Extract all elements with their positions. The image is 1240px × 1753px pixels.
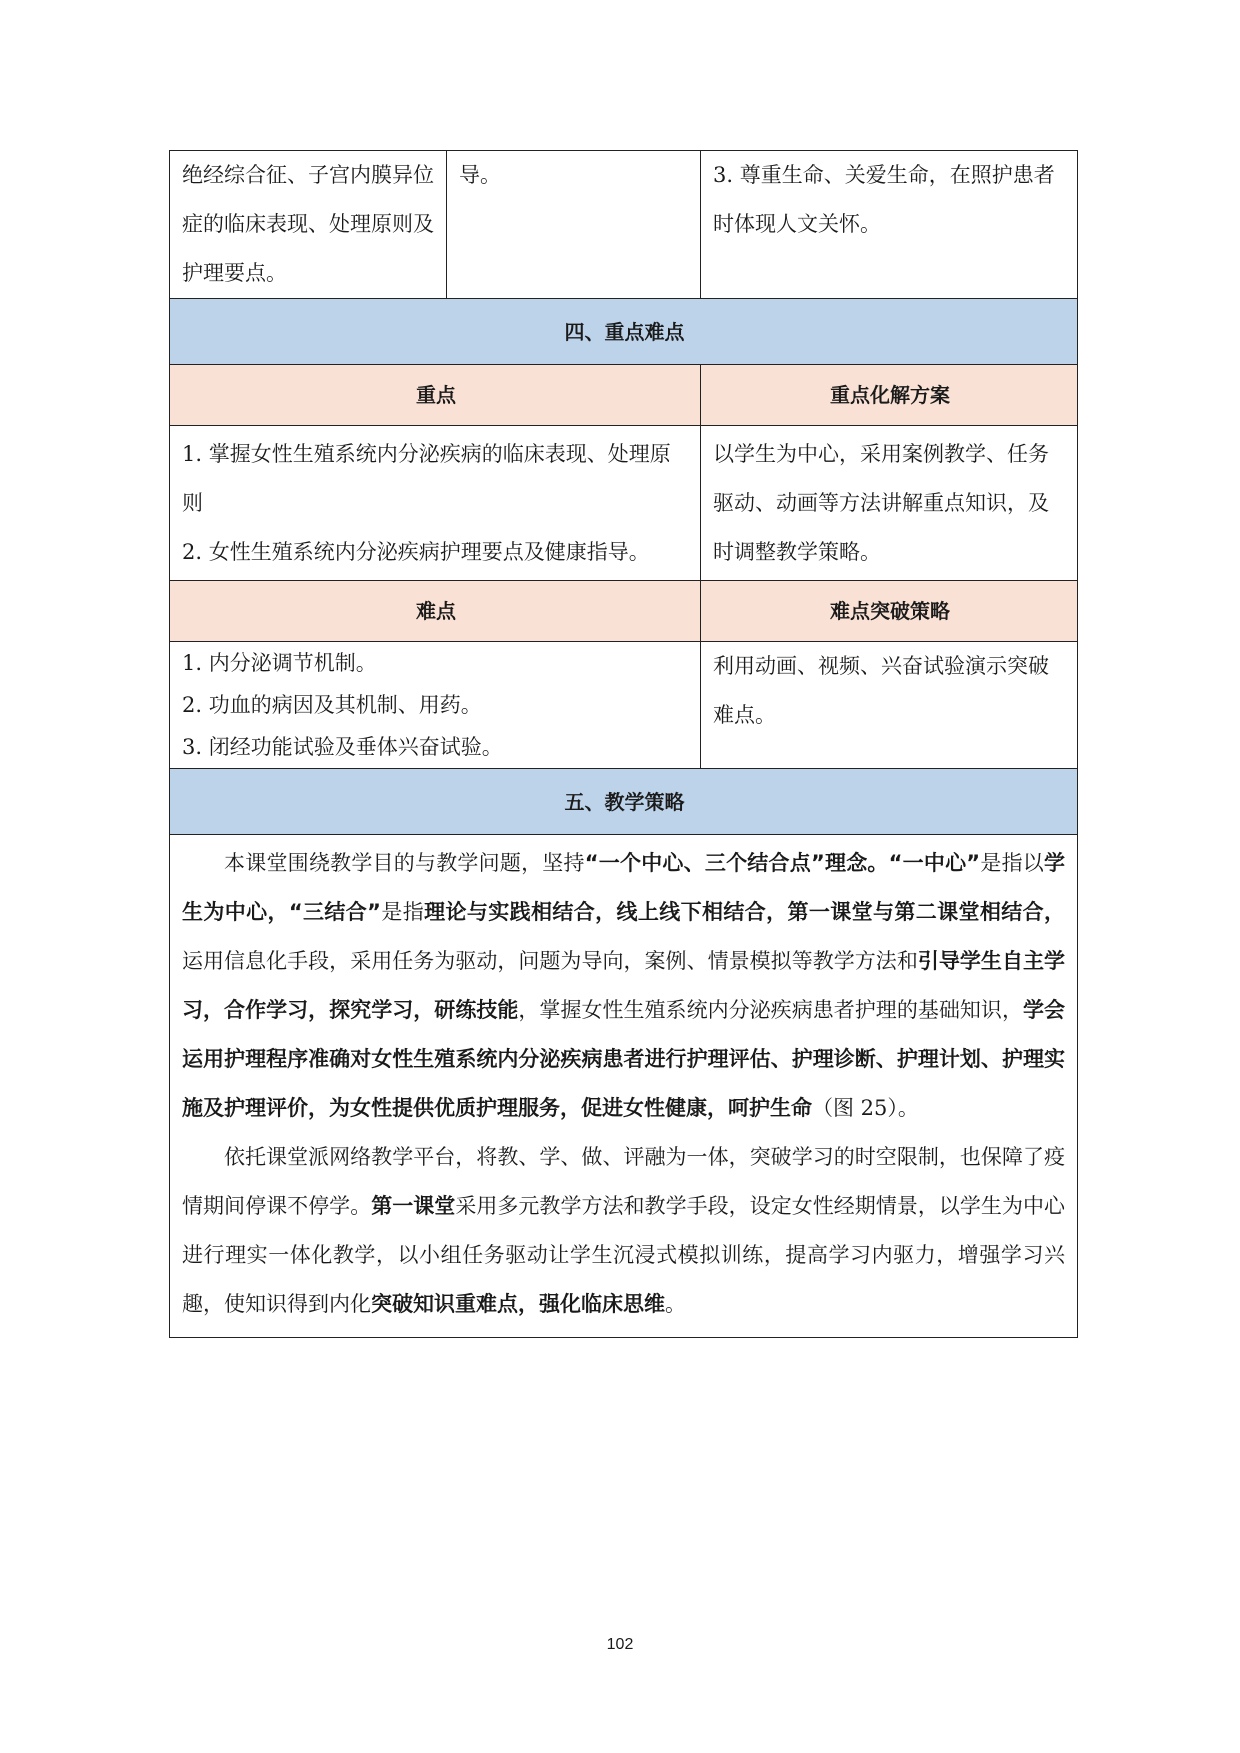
- difficult-strategy-header: 难点突破策略: [701, 581, 1078, 642]
- difficult-points-cell: [170, 642, 701, 769]
- key-points-header-row: [170, 365, 1078, 426]
- body-text: 是指以: [980, 851, 1045, 875]
- key-point-item: 1. 掌握女性生殖系统内分泌疾病的临床表现、处理原则: [182, 442, 671, 515]
- difficult-point-item: 3. 闭经功能试验及垂体兴奋试验。: [182, 735, 503, 759]
- key-points-row: [170, 426, 1078, 581]
- difficult-points-header-row: [170, 581, 1078, 642]
- body-text: 。: [665, 1292, 686, 1316]
- knowledge-objective-cell: 绝经综合征、子宫内膜异位症的临床表现、处理原则及护理要点。: [170, 151, 447, 299]
- body-text: 是指: [380, 900, 425, 924]
- emphasis-text: 突破知识重难点，强化临床思维: [371, 1292, 665, 1316]
- body-text: 采用多元教学方法和教学手段，设定女性经期情景，以学生为中心进行理实一体化教学，以小组任务驱动让学生沉浸式模拟训练，提高学习内驱力，增强学习兴趣，使知识得到内化: [182, 1194, 1066, 1316]
- difficult-points-header: 难点: [170, 581, 701, 642]
- key-solution-header: 重点化解方案: [701, 365, 1078, 426]
- strategy-paragraph-1: [182, 839, 1065, 1133]
- key-solution-cell: 以学生为中心，采用案例教学、任务驱动、动画等方法讲解重点知识，及时调整教学策略。: [701, 426, 1078, 581]
- difficult-points-row: [170, 642, 1078, 769]
- teaching-strategy-cell: [170, 835, 1078, 1338]
- objectives-continued-row: [170, 151, 1078, 299]
- emphasis-text: 学会运用护理程序准确对女性生殖系统内分泌疾病患者进行护理评估、护理诊断、护理计划、护理实施及护理评价，为女性提供优质护理服务，促进女性健康，呵护生命: [182, 998, 1066, 1120]
- body-text: （图 25）。: [812, 1096, 919, 1120]
- strategy-paragraph-2: [182, 1133, 1065, 1329]
- emphasis-text: 引导学生自主学习，合作学习，探究学习，研练技能: [182, 949, 1066, 1022]
- key-points-cell: [170, 426, 701, 581]
- section-header-row: [170, 769, 1078, 835]
- difficult-point-item: 2. 功血的病因及其机制、用药。: [182, 693, 482, 717]
- emphasis-text: 学生为中心，“三结合”: [182, 851, 1066, 924]
- difficult-strategy-cell: 利用动画、视频、兴奋试验演示突破难点。: [701, 642, 1078, 769]
- emphasis-text: “一个中心、三个结合点”理念。“一中心”: [584, 851, 981, 875]
- emphasis-text: 第一课堂: [371, 1194, 456, 1218]
- body-text: 依托课堂派网络教学平台，将教、学、做、评融为一体，突破学习的时空限制，也保障了疫情期间停课不停学。: [182, 1145, 1065, 1218]
- lesson-plan-table: [169, 150, 1078, 1338]
- skill-objective-cell: 导。: [447, 151, 701, 299]
- body-text: 运用信息化手段，采用任务为驱动，问题为导向，案例、情景模拟等教学方法和: [182, 949, 918, 973]
- key-point-item: 2. 女性生殖系统内分泌疾病护理要点及健康指导。: [182, 540, 650, 564]
- quality-objective-cell: 3. 尊重生命、关爱生命，在照护患者时体现人文关怀。: [701, 151, 1078, 299]
- emphasis-text: 理论与实践相结合，线上线下相结合，第一课堂与第二课堂相结合，: [424, 900, 1066, 924]
- section5-title: 五、教学策略: [170, 769, 1078, 835]
- key-points-header: 重点: [170, 365, 701, 426]
- difficult-point-item: 1. 内分泌调节机制。: [182, 651, 377, 675]
- section4-title: 四、重点难点: [170, 299, 1078, 365]
- body-text: ，掌握女性生殖系统内分泌疾病患者护理的基础知识，: [518, 998, 1023, 1022]
- body-text: 本课堂围绕教学目的与教学问题，坚持: [224, 851, 585, 875]
- page-number: 102: [606, 1636, 634, 1653]
- section-header-row: [170, 299, 1078, 365]
- teaching-strategy-row: [170, 835, 1078, 1338]
